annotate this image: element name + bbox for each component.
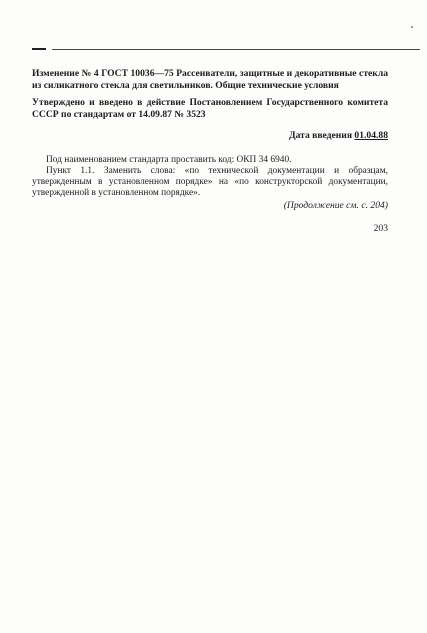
- continuation-note: (Продолжение см. с. 204): [283, 200, 388, 211]
- top-rule-mark: [32, 48, 46, 50]
- amendment-heading: Изменение № 4 ГОСТ 10036—75 Рассеиватели, защитные и декоративные стекла из силикатного стекла для светильников. Общие технические условия: [32, 68, 388, 91]
- scan-speck: [411, 26, 413, 28]
- effective-date-label: Дата введения: [288, 130, 353, 141]
- page-number: 203: [373, 223, 388, 234]
- top-rule: [52, 49, 420, 50]
- paragraph-okp-code: Под наименованием стандарта проставить код: ОКП 34 6940.: [46, 155, 292, 165]
- approval-statement: Утверждено и введено в действие Постановлением Государственного комитета СССР по стандартам от 14.09.87 № 3523: [32, 97, 388, 120]
- effective-date-line: [289, 130, 388, 142]
- paragraph-clause-1-1: Пункт 1.1. Заменить слова: «по технической документации и образцам, утвержденным в установленном порядке» на «по конструкторской документации, утвержденной в установленном порядке».: [32, 166, 388, 199]
- effective-date-value: 01.04.88: [354, 130, 388, 141]
